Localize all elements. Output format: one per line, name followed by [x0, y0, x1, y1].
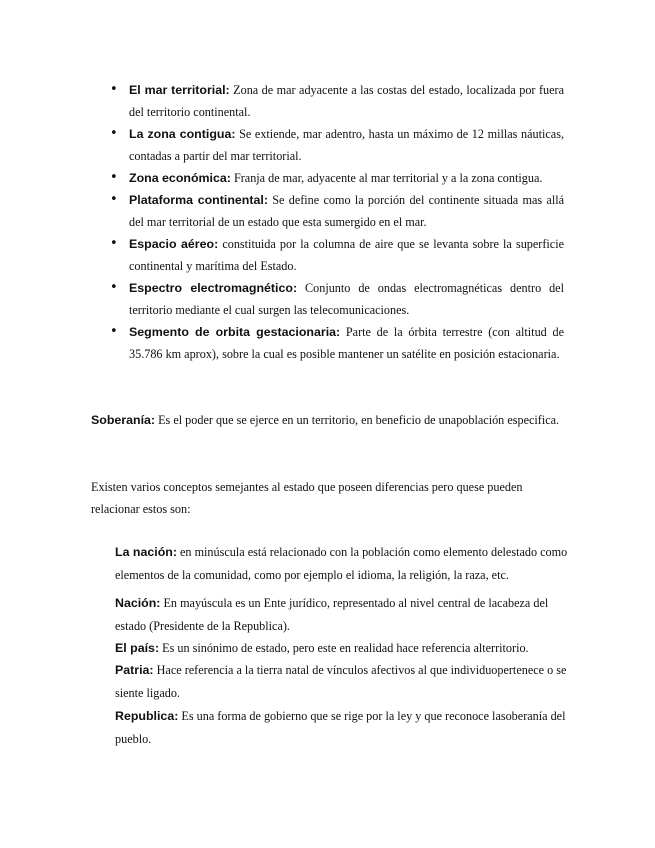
term: Espacio aéreo: [129, 237, 219, 251]
bullet-icon: • [110, 192, 118, 207]
list-item [108, 321, 564, 365]
definition: constituida por la columna de aire que se levanta sobre la superficie continental y marítima del Estado. [129, 237, 564, 273]
definition-patria [115, 659, 570, 704]
term: Soberanía: [91, 413, 156, 427]
term: Plataforma continental: [129, 193, 268, 207]
definition: Conjunto de ondas electromagnéticas dentro del territorio mediante el cual surgen las telecomunicaciones. [129, 281, 564, 317]
definition: Se extiende, mar adentro, hasta un máximo de 12 millas náuticas, contadas a partir del mar territorial. [129, 127, 565, 163]
term: La zona contigua: [129, 127, 236, 141]
list-item [108, 189, 564, 233]
term: La nación: [115, 545, 177, 559]
term: El mar territorial: [129, 83, 230, 97]
soberania-paragraph [91, 409, 561, 431]
term: Nación: [115, 596, 161, 610]
definition-republica [115, 705, 570, 750]
definition: en minúscula está relacionado con la población como elemento delestado como elementos de la comunidad, como por ejemplo el idioma, la religión, la raza, etc. [115, 545, 568, 582]
bullet-icon: • [110, 126, 118, 141]
term: Patria: [115, 663, 154, 677]
bullet-icon: • [110, 82, 118, 97]
definition: Es un sinónimo de estado, pero este en realidad hace referencia alterritorio. [159, 641, 529, 655]
definition: Es el poder que se ejerce en un territorio, en beneficio de unapoblación especifica. [155, 413, 560, 427]
list-item [108, 79, 564, 123]
bullet-icon: • [110, 236, 118, 251]
definition: Es una forma de gobierno que se rige por la ley y que reconoce lasoberanía del pueblo. [115, 709, 566, 746]
bullet-icon: • [110, 170, 118, 185]
term: Espectro electromagnético: [129, 281, 298, 295]
term: Republica: [115, 709, 179, 723]
definition-la-nacion [115, 541, 570, 586]
term: Segmento de orbita gestacionaria: [129, 325, 341, 339]
territory-elements-list [108, 79, 564, 365]
list-item [108, 233, 564, 277]
bullet-icon: • [110, 324, 118, 339]
definition: Parte de la órbita terrestre (con altitud de 35.786 km aprox), sobre la cual es posible mantener un satélite en posición estacionaria. [129, 325, 564, 361]
definition: Hace referencia a la tierra natal de vínculos afectivos al que individuopertenece o se siente ligado. [115, 663, 567, 700]
definition: En mayúscula es un Ente jurídico, representado al nivel central de lacabeza del estado (Presidente de la Republica). [115, 596, 549, 633]
list-item [108, 277, 564, 321]
definition: Franja de mar, adyacente al mar territorial y a la zona contigua. [230, 171, 543, 185]
list-item [108, 167, 564, 189]
bullet-icon: • [110, 280, 118, 295]
definition-el-pais [115, 637, 570, 660]
term: El país: [115, 641, 160, 655]
definition: Zona de mar adyacente a las costas del estado, localizada por fuera del territorio continental. [129, 83, 564, 119]
list-item [108, 123, 564, 167]
definition-nacion [115, 592, 570, 637]
intro-paragraph: Existen varios conceptos semejantes al estado que poseen diferencias pero quese pueden relacionar estos son: [91, 480, 523, 516]
definition: Se define como la porción del continente situada mas allá del mar territorial de un estado que esta sumergido en el mar. [129, 193, 564, 229]
term: Zona económica: [129, 171, 231, 185]
